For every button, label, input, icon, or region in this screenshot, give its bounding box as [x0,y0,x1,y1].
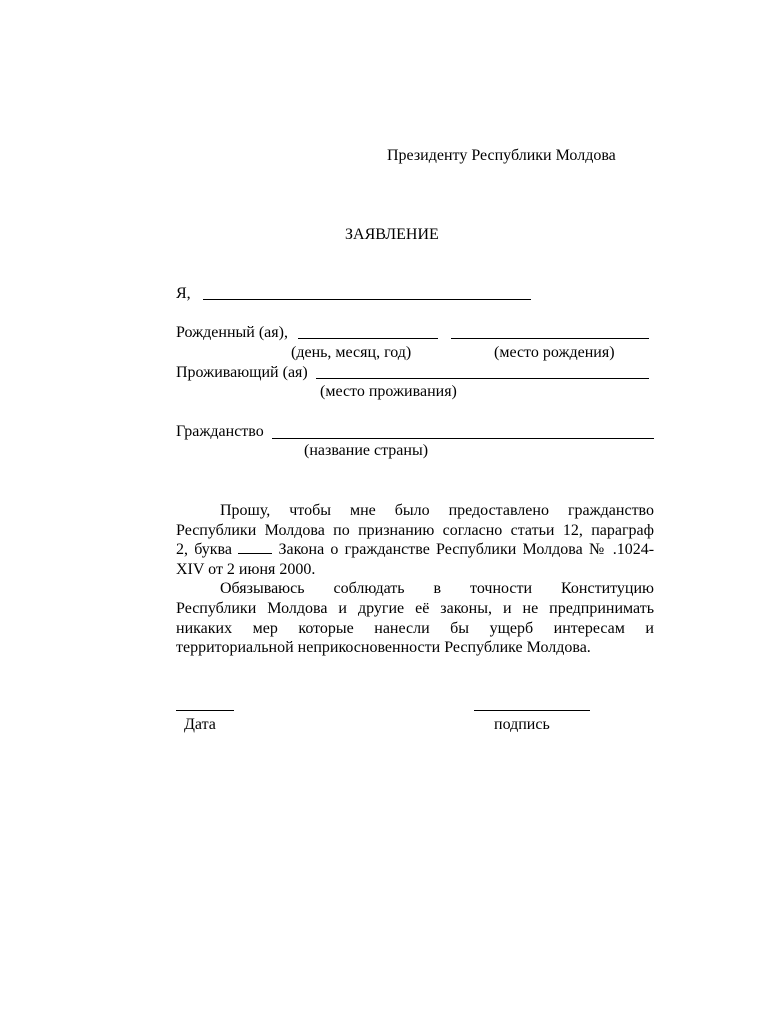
name-field[interactable] [203,299,531,300]
birth-place-caption: (место рождения) [494,344,615,361]
signature-field[interactable] [474,710,590,711]
signature-label: подпись [494,716,550,733]
citizenship-label: Гражданство [176,423,264,440]
body-line: Обязываюсь соблюдать в точности Конституцию [220,580,654,598]
name-label: Я, [176,285,191,302]
body-line: XIV от 2 июня 2000. [176,560,316,578]
date-label: Дата [184,716,216,733]
letter-blank-field[interactable] [238,541,272,554]
request-body [176,501,654,658]
citizenship-field[interactable] [272,438,654,439]
body-line: Республики Молдова и другие её законы, и не предпринимать [176,599,654,617]
birth-place-field[interactable] [451,338,649,339]
date-field[interactable] [176,710,234,711]
birth-date-caption: (день, месяц, год) [291,344,412,361]
body-line: никаких мер которые нанесли бы ущерб интересам и [176,619,654,637]
born-label: Рожденный (ая), [176,324,288,341]
body-line [176,540,654,560]
addressee: Президенту Республики Молдова [387,147,616,164]
letter-prefix: 2, буква [176,541,232,559]
body-line: Республики Молдова по признанию согласно статьи 12, параграф [176,521,654,539]
residence-field[interactable] [316,378,649,379]
body-line: Прошу, чтобы мне было предоставлено гражданство [220,502,654,519]
body-line: территориальной неприкосновенности Республике Молдова. [176,639,591,657]
residence-label: Проживающий (ая) [176,364,308,381]
residence-caption: (место проживания) [320,383,457,400]
birth-date-field[interactable] [298,338,438,339]
document-title: ЗАЯВЛЕНИЕ [345,226,439,243]
citizenship-caption: (название страны) [304,442,429,459]
law-reference: Закона о гражданстве Республики Молдова № .1024- [278,541,655,559]
